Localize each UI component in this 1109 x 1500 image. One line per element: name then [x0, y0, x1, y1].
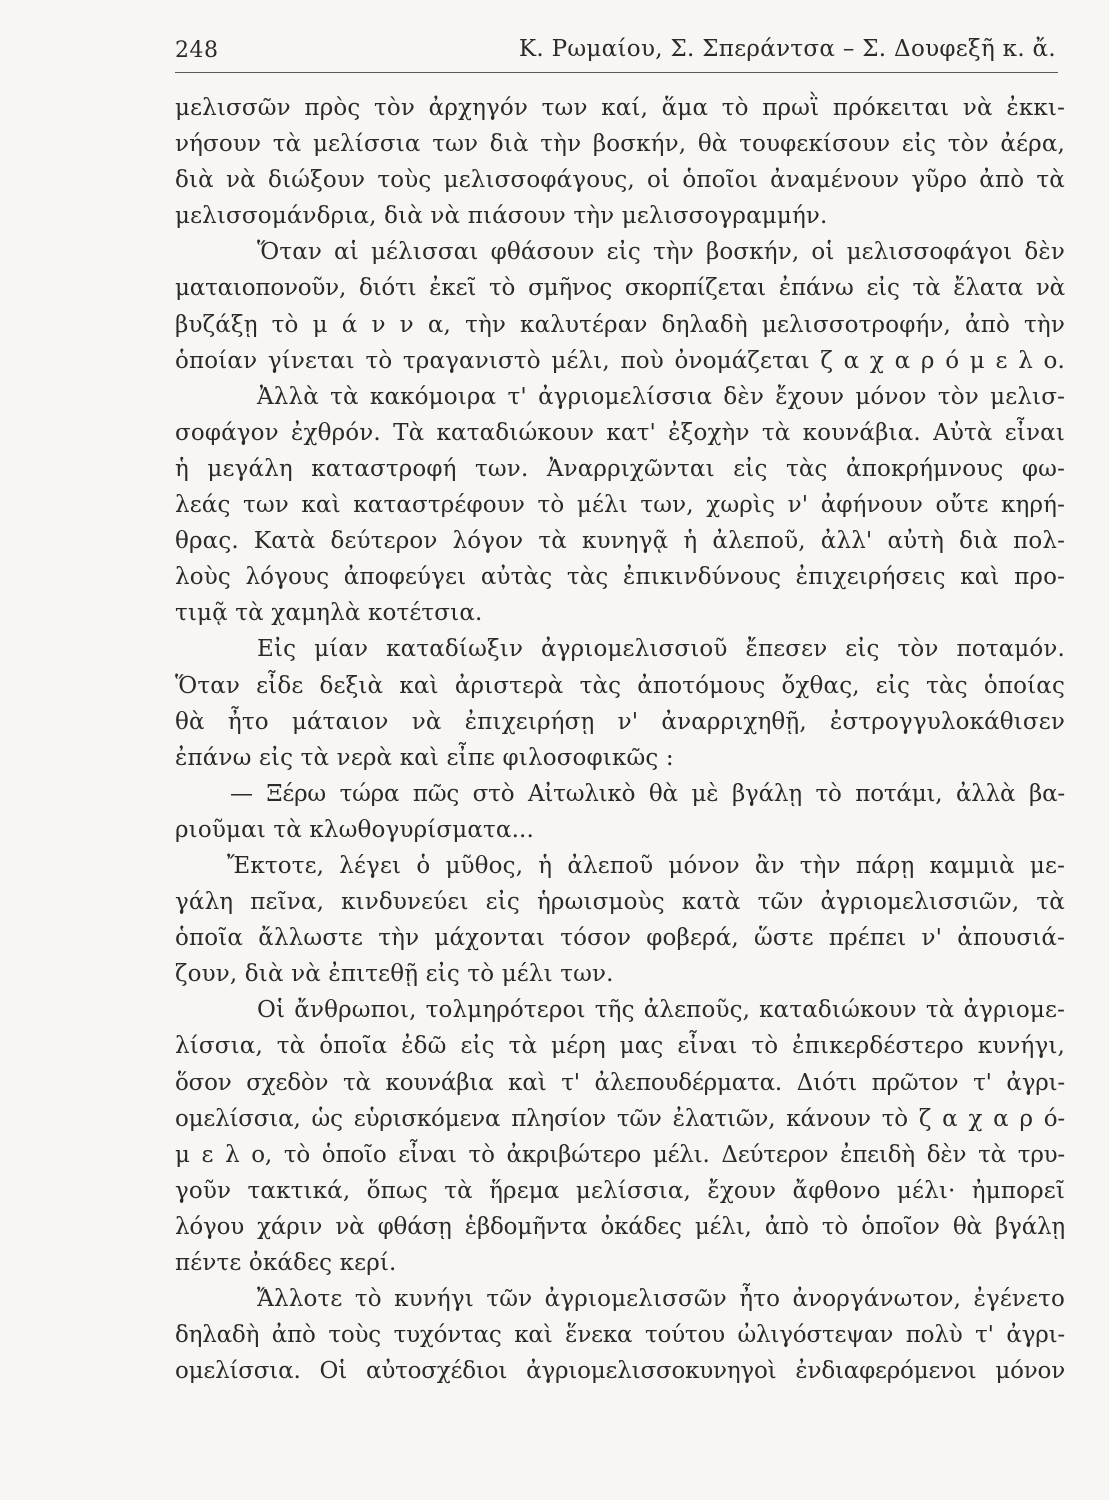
text-line: θὰ ἦτο μάταιον νὰ ἐπιχειρήσῃ ν' ἀναρριχηθῇ, ἐστρογγυλοκάθισεν	[175, 708, 1065, 735]
text-line: Ἔκτοτε, λέγει ὁ μῦθος, ἡ ἀλεποῦ μόνον ἂν τὴν πάρῃ καμμιὰ με-	[227, 852, 1065, 879]
text-line: τιμᾷ τὰ χαμηλὰ κοτέτσια.	[175, 600, 483, 627]
body-text	[175, 90, 1065, 1389]
text-line: μ ε λ ο, τὸ ὁποῖο εἶναι τὸ ἀκριβώτερο μέλι. Δεύτερον ἐπειδὴ δὲν τὰ τρυ-	[175, 1141, 1065, 1168]
text-line: ἐπάνω εἰς τὰ νερὰ καὶ εἶπε φιλοσοφικῶς :	[175, 744, 674, 771]
text-line: — Ξέρω τώρα πῶς στὸ Αἰτωλικὸ θὰ μὲ βγάλῃ τὸ ποτάμι, ἀλλὰ βα-	[230, 780, 1065, 807]
text-line: νήσουν τὰ μελίσσια των διὰ τὴν βοσκήν, θὰ τουφεκίσουν εἰς τὸν ἀέρα,	[175, 131, 1065, 158]
text-line: λοὺς λόγους ἀποφεύγει αὐτὰς τὰς ἐπικινδύνους ἐπιχειρήσεις καὶ προ-	[175, 564, 1065, 591]
text-line: μελισσομάνδρια, διὰ νὰ πιάσουν τὴν μελισσογραμμήν.	[175, 203, 828, 230]
text-line: ριοῦμαι τὰ κλωθογυρίσματα...	[175, 816, 534, 843]
text-line: βυζάξῃ τὸ μ ά ν ν α, τὴν καλυτέραν δηλαδὴ μελισσοτροφήν, ἀπὸ τὴν	[175, 311, 1065, 338]
text-line: ὅσον σχεδὸν τὰ κουνάβια καὶ τ' ἀλεπουδέρματα. Διότι πρῶτον τ' ἀγρι-	[175, 1069, 1065, 1096]
text-line: λεάς των καὶ καταστρέφουν τὸ μέλι των, χωρὶς ν' ἀφήνουν οὔτε κηρή-	[175, 492, 1065, 519]
page-number: 248	[175, 38, 219, 63]
text-line: Ἀλλὰ τὰ κακόμοιρα τ' ἀγριομελίσσια δὲν ἔχουν μόνον τὸν μελισ-	[257, 383, 1065, 410]
text-line: σοφάγον ἐχθρόν. Τὰ καταδιώκουν κατ' ἐξοχὴν τὰ κουνάβια. Αὐτὰ εἶναι	[175, 419, 1065, 446]
text-line: θρας. Κατὰ δεύτερον λόγον τὰ κυνηγᾷ ἡ ἀλεποῦ, ἀλλ' αὐτὴ διὰ πολ-	[175, 528, 1065, 555]
text-line: ομελίσσια, ὡς εὑρισκόμενα πλησίον τῶν ἐλατιῶν, κάνουν τὸ ζ α χ α ρ ό-	[175, 1105, 1065, 1132]
text-line: μελισσῶν πρὸς τὸν ἀρχηγόν των καί, ἅμα τὸ πρωῒ πρόκειται νὰ ἐκκι-	[175, 95, 1065, 121]
text-line: Ἄλλοτε τὸ κυνήγι τῶν ἀγριομελισσῶν ἦτο ἀνοργάνωτον, ἐγένετο	[257, 1286, 1065, 1313]
text-line: ἡ μεγάλη καταστροφή των. Ἀναρριχῶνται εἰς τὰς ἀποκρήμνους φω-	[175, 455, 1065, 482]
text-line: γοῦν τακτικά, ὅπως τὰ ἥρεμα μελίσσια, ἔχουν ἄφθονο μέλι· ἠμπορεῖ	[175, 1177, 1065, 1204]
running-head: Κ. Ρωμαίου, Σ. Σπεράντσα – Σ. Δουφεξῆ κ. ἄ.	[518, 36, 1056, 62]
text-line: γάλη πεῖνα, κινδυνεύει εἰς ἡρωισμοὺς κατὰ τῶν ἀγριομελισσιῶν, τὰ	[175, 889, 1065, 916]
text-line: πέντε ὀκάδες κερί.	[175, 1250, 397, 1276]
text-line: Ὅταν εἶδε δεξιὰ καὶ ἀριστερὰ τὰς ἀποτόμους ὄχθας, εἰς τὰς ὁποίας	[175, 672, 1065, 699]
text-line: ὁποίαν γίνεται τὸ τραγανιστὸ μέλι, ποὺ ὀνομάζεται ζ α χ α ρ ό μ ε λ ο.	[175, 347, 1065, 374]
text-line: διὰ νὰ διώξουν τοὺς μελισσοφάγους, οἱ ὁποῖοι ἀναμένουν γῦρο ἀπὸ τὰ	[175, 167, 1065, 194]
text-line: ὁποῖα ἄλλωστε τὴν μάχονται τόσον φοβερά, ὥστε πρέπει ν' ἀπουσιά-	[175, 925, 1065, 952]
text-line: ματαιοπονοῦν, διότι ἐκεῖ τὸ σμῆνος σκορπίζεται ἐπάνω εἰς τὰ ἔλατα νὰ	[175, 275, 1065, 302]
text-line: δηλαδὴ ἀπὸ τοὺς τυχόντας καὶ ἕνεκα τούτου ὠλιγόστεψαν πολὺ τ' ἀγρι-	[175, 1322, 1065, 1349]
text-line: Οἱ ἄνθρωποι, τολμηρότεροι τῆς ἀλεποῦς, καταδιώκουν τὰ ἀγριομε-	[257, 997, 1065, 1024]
text-line: Ὅταν αἱ μέλισσαι φθάσουν εἰς τὴν βοσκήν, οἱ μελισσοφάγοι δὲν	[257, 239, 1065, 266]
page-header	[175, 32, 1058, 73]
text-line: ομελίσσια. Οἱ αὐτοσχέδιοι ἀγριομελισσοκυνηγοὶ ἐνδιαφερόμενοι μόνον	[175, 1358, 1065, 1385]
text-line: λόγου χάριν νὰ φθάσῃ ἑβδομῆντα ὀκάδες μέλι, ἀπὸ τὸ ὁποῖον θὰ βγάλῃ	[175, 1213, 1065, 1240]
text-line: λίσσια, τὰ ὁποῖα ἐδῶ εἰς τὰ μέρη μας εἶναι τὸ ἐπικερδέστερο κυνήγι,	[175, 1033, 1065, 1060]
text-line: ζουν, διὰ νὰ ἐπιτεθῇ εἰς τὸ μέλι των.	[175, 961, 614, 988]
text-line: Εἰς μίαν καταδίωξιν ἀγριομελισσιοῦ ἔπεσεν εἰς τὸν ποταμόν.	[257, 636, 1065, 663]
